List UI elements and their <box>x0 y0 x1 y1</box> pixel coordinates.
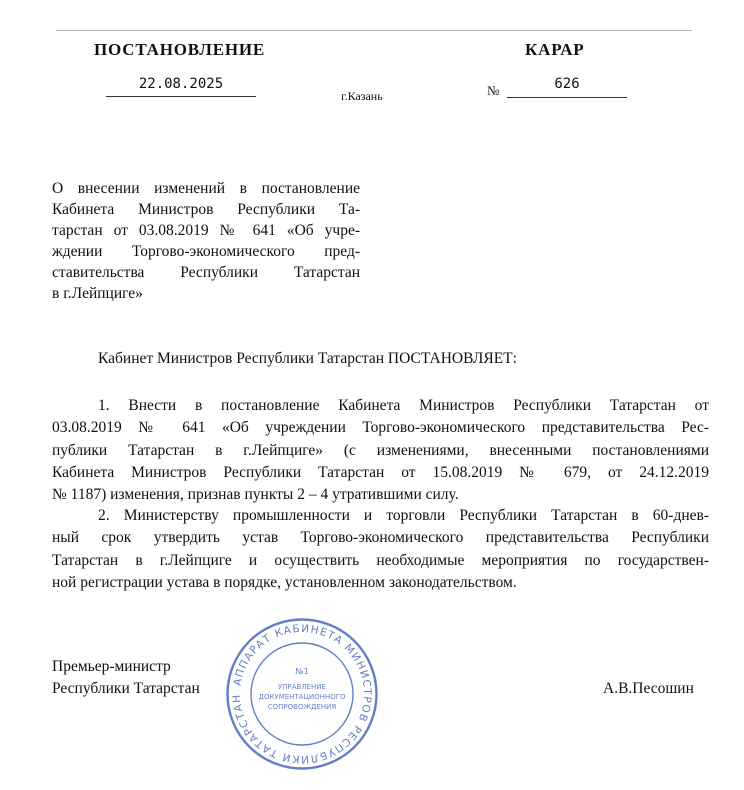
subject-line: Кабинета Министров Республики Та- <box>52 201 360 218</box>
decree-date: 22.08.2025 <box>138 76 224 92</box>
number-underline <box>507 97 627 98</box>
seal-number: №1 <box>295 667 309 676</box>
paragraph-line: 2. Министерству промышленности и торговли Республики Татарстан в 60-днев- <box>98 507 709 524</box>
decree-intro: Кабинет Министров Республики Татарстан ПОСТАНОВЛЯЕТ: <box>98 350 517 367</box>
seal-center-line: УПРАВЛЕНИЕ <box>278 683 326 691</box>
top-rule <box>56 30 692 31</box>
official-seal-icon <box>222 614 382 774</box>
paragraph-line: 03.08.2019 № 641 «Об учреждении Торгово-экономического представительства Рес- <box>52 419 709 437</box>
paragraph-line: ный срок утвердить устав Торгово-экономического представительства Республики <box>52 529 709 547</box>
seal-outer-text: АППАРАТ КАБИНЕТА МИНИСТРОВ РЕСПУБЛИКИ ТАТАРСТАН <box>230 622 374 766</box>
subject-line: ставительства Республики Татарстан <box>52 264 360 281</box>
paragraph-line: 1. Внести в постановление Кабинета Министров Республики Татарстан от <box>98 397 709 414</box>
paragraph-line: публики Татарстан в г.Лейпциге» (с изменениями, внесенными постановлениями <box>52 441 709 459</box>
seal-center-line: СОПРОВОЖДЕНИЯ <box>267 703 337 711</box>
title-tatar: КАРАР <box>525 40 585 59</box>
subject-line: О внесении изменений в постановление <box>52 180 360 197</box>
subject-line: в г.Лейпциге» <box>52 285 143 302</box>
signatory-title <box>52 656 200 700</box>
subject-line: тарстан от 03.08.2019 № 641 «Об учре- <box>52 222 360 239</box>
paragraph-line: ной регистрации устава в порядке, установленном законодательством. <box>52 573 517 591</box>
paragraph-line: Кабинета Министров Республики Татарстан от 15.08.2019 № 679, от 24.12.2019 <box>52 463 709 481</box>
paragraph-line: Татарстан в г.Лейпциге и осуществить необходимые мероприятия по государствен- <box>52 551 709 569</box>
paragraph-2 <box>52 505 709 594</box>
number-sign: № <box>487 83 500 98</box>
seal-center-line: ДОКУМЕНТАЦИОННОГО <box>258 693 346 701</box>
subject-line: ждении Торгово-экономического пред- <box>52 243 360 260</box>
signatory-title-line: Республики Татарстан <box>52 680 200 697</box>
paragraph-1 <box>52 395 709 506</box>
title-russian: ПОСТАНОВЛЕНИЕ <box>94 40 266 59</box>
paragraph-line: № 1187) изменения, признав пункты 2 – 4 утратившими силу. <box>52 486 459 504</box>
signatory-name: А.В.Песошин <box>603 680 694 697</box>
decree-number: 626 <box>554 76 580 92</box>
city-label: г.Казань <box>341 89 383 103</box>
decree-subject <box>52 178 360 304</box>
date-underline <box>106 96 256 97</box>
signatory-title-line: Премьер-министр <box>52 658 171 675</box>
